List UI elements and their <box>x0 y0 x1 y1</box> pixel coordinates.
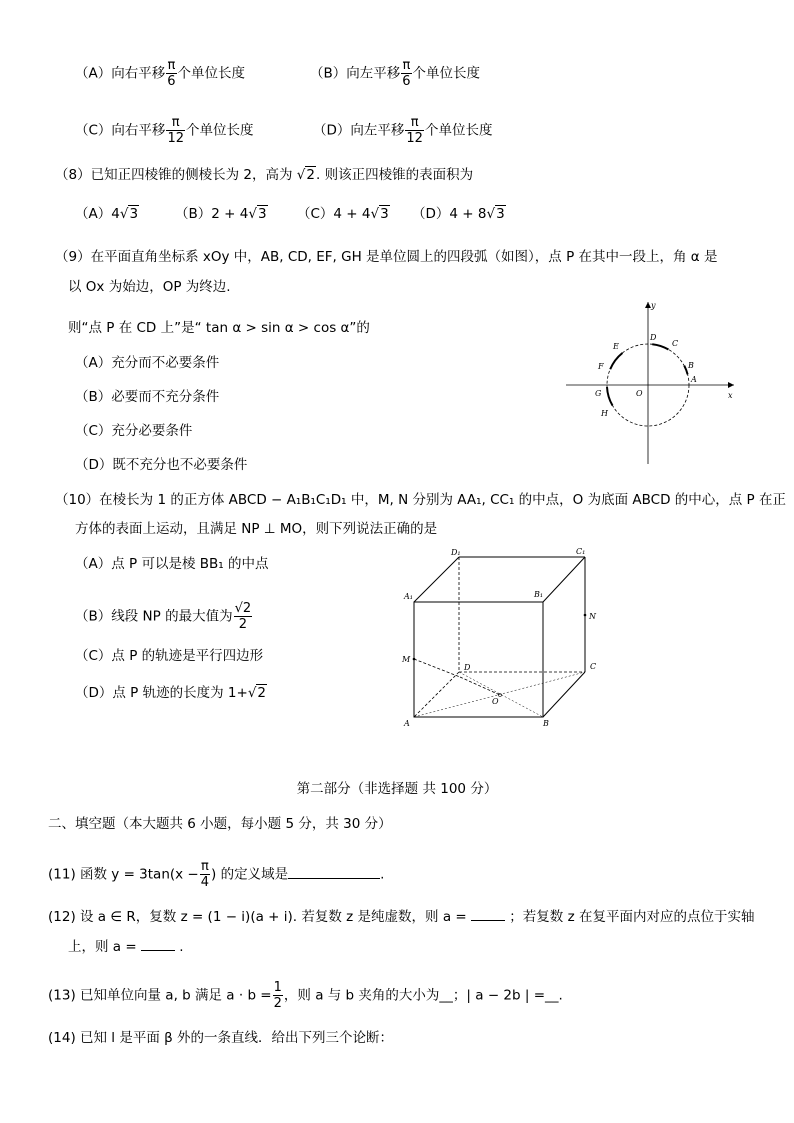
q9-option-a: （A）充分而不必要条件 <box>75 355 220 371</box>
arc-ef <box>610 353 622 369</box>
label-a1: A₁ <box>404 592 413 601</box>
q9-stem-line2: 以 Ox 为始边，OP 为终边. <box>68 279 231 295</box>
q8-stem: （8）已知正四棱锥的侧棱长为 2，高为 √2. 则该正四棱锥的表面积为 <box>55 167 474 183</box>
label-o: O <box>492 697 499 706</box>
q12-answer-blank-1[interactable] <box>471 906 505 921</box>
q12-answer-blank-2[interactable] <box>141 936 175 951</box>
q7-option-d: （D）向左平移 $\frac{\pi}{12}$ 个单位长度 <box>313 115 493 146</box>
q11-answer-blank[interactable] <box>288 864 380 879</box>
edge-da <box>414 672 459 717</box>
q13: (13) 已知单位向量 a, b 满足 a · b = $\frac{1}{2}$ ，则 a 与 b 夹角的大小为__；| a − 2b | =__. <box>48 980 563 1011</box>
segment-o-ext <box>460 677 500 695</box>
label-m: M <box>402 655 411 664</box>
diagonal-ac <box>414 672 585 717</box>
q9-option-b: （B）必要而不充分条件 <box>75 389 220 405</box>
label-b: B <box>543 719 549 728</box>
label-h: H <box>601 409 608 418</box>
q10-stem-line1: （10）在棱长为 1 的正方体 ABCD − A₁B₁C₁D₁ 中，M, N 分别为 AA₁, CC₁ 的中点，O 为底面 ABCD 的中心，点 P 在正 <box>55 492 786 508</box>
edge-cb <box>543 672 585 717</box>
q9-stem-line1: （9）在平面直角坐标系 xOy 中，AB, CD, EF, GH 是单位圆上的四段弧（如图），点 P 在其中一段上，角 α 是 <box>55 249 718 265</box>
q7-option-b: （B）向左平移 $\frac{\pi}{6}$ 个单位长度 <box>310 58 481 89</box>
section-fill-in-heading: 二、填空题（本大题共 6 小题，每小题 5 分，共 30 分） <box>48 816 392 832</box>
q9-option-c: （C）充分必要条件 <box>75 423 193 439</box>
arc-gh <box>607 387 613 406</box>
q10-option-c: （C）点 P 的轨迹是平行四边形 <box>75 648 264 664</box>
q9-stem-line3: 则“点 P 在 CD 上”是“ tan α > sin α > cos α”的 <box>68 320 370 336</box>
label-a: A <box>404 719 410 728</box>
q11: (11) 函数 y = 3tan(x − $\frac{\pi}{4}$ ) 的定义域是 . <box>48 859 385 890</box>
diagonal-bd <box>459 672 543 717</box>
q8-option-d: （D）4 + 8√3 <box>412 206 505 222</box>
edge-c1b1 <box>543 557 585 602</box>
q7-option-a: （A）向右平移 $\frac{\pi}{6}$ 个单位长度 <box>75 58 246 89</box>
arc-cd <box>652 344 668 349</box>
label-c1: C₁ <box>576 547 586 556</box>
label-f: F <box>598 362 604 371</box>
q8-option-c: （C）4 + 4√3 <box>297 206 389 222</box>
front-face <box>414 602 543 717</box>
q12-line2: 上，则 a = . <box>68 936 184 957</box>
label-o: O <box>636 389 643 398</box>
label-a: A <box>691 375 697 384</box>
label-c: C <box>672 339 679 348</box>
label-d: D <box>650 333 657 342</box>
q10-option-a: （A）点 P 可以是棱 BB₁ 的中点 <box>75 556 269 572</box>
label-c: C <box>590 662 597 671</box>
q10-option-d: （D）点 P 轨迹的长度为 1+√2 <box>75 685 267 701</box>
q10-option-b: （B）线段 NP 的最大值为 $\frac{√2}{2}$ <box>75 601 252 632</box>
label-d: D <box>464 663 471 672</box>
label-x: x <box>728 391 733 400</box>
q10-stem-line2: 方体的表面上运动，且满足 NP ⊥ MO，则下列说法正确的是 <box>75 521 438 537</box>
label-g: G <box>595 389 602 398</box>
q9-option-d: （D）既不充分也不必要条件 <box>75 457 248 473</box>
q8-option-b: （B）2 + 4√3 <box>175 206 267 222</box>
label-y: y <box>651 301 656 310</box>
edge-a1d1 <box>414 557 459 602</box>
segment-mo <box>414 659 460 677</box>
part-two-title: 第二部分（非选择题 共 100 分） <box>296 781 498 797</box>
cube-figure <box>400 545 610 730</box>
label-n: N <box>589 612 596 621</box>
q14: (14) 已知 l 是平面 β 外的一条直线．给出下列三个论断： <box>48 1030 394 1046</box>
label-e: E <box>613 342 619 351</box>
label-b1: B₁ <box>534 590 544 599</box>
q7-option-c: （C）向右平移 $\frac{\pi}{12}$ 个单位长度 <box>75 115 254 146</box>
label-b: B <box>688 361 694 370</box>
q8-option-a: （A）4√3 <box>75 206 139 222</box>
unit-circle-figure <box>562 300 742 465</box>
q12-line1: (12) 设 a ∈ R，复数 z = (1 − i)(a + i). 若复数 z 是纯虚数，则 a = ；若复数 z 在复平面内对应的点位于实轴 <box>48 906 754 927</box>
label-d1: D₁ <box>451 548 461 557</box>
